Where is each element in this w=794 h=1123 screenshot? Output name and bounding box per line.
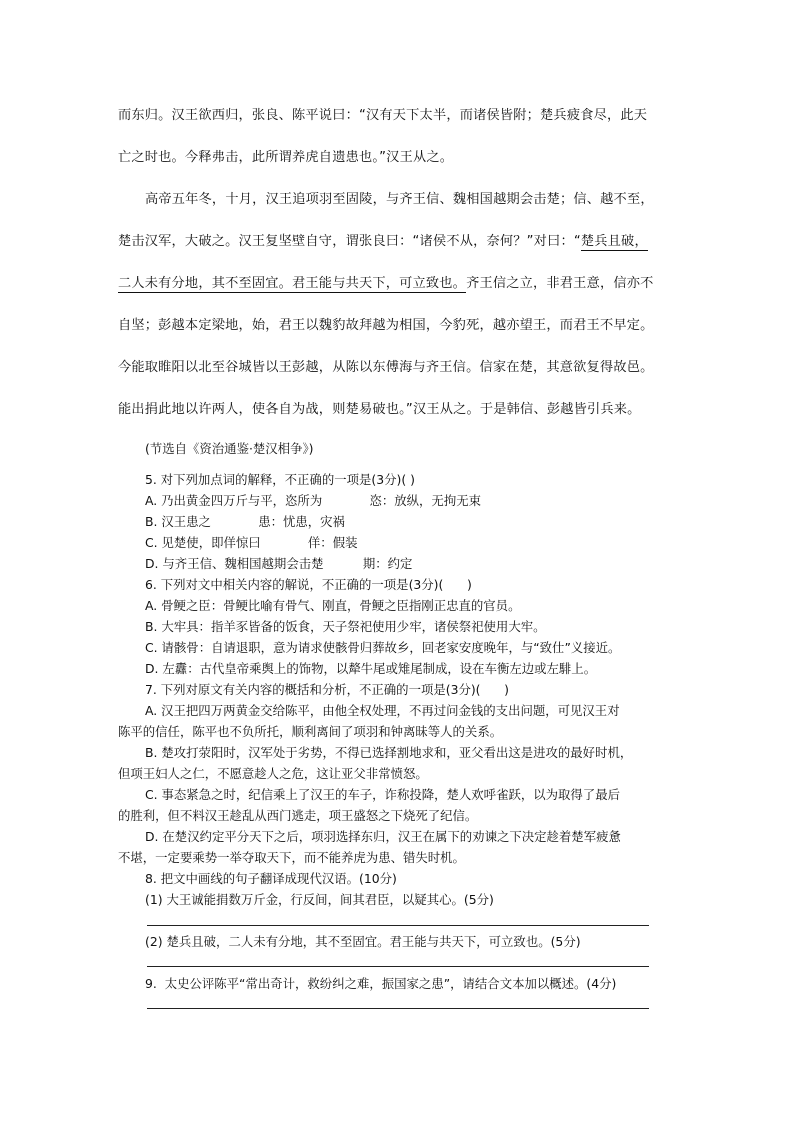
source-citation: (节选自《资治通鉴·楚汉相争》)	[145, 441, 314, 456]
question-7: 7. 下列对原文有关内容的概括和分析，不正确的一项是(3分)( )	[145, 682, 509, 697]
question-7-option-d: D. 在楚汉约定平分天下之后，项羽选择东归，汉王在属下的劝谏之下决定趁着楚军疲惫	[145, 829, 621, 844]
passage-line: 亡之时也。今释弗击，此所谓养虎自遗患也。”汉王从之。	[118, 150, 454, 165]
question-5: 5. 对下列加点词的解释，不正确的一项是(3分)( )	[145, 472, 415, 487]
question-6: 6. 下列对文中相关内容的解说，不正确的一项是(3分)( )	[145, 577, 472, 592]
passage-line	[118, 275, 680, 293]
passage-text: 楚击汉军，大破之。汉王复坚壁自守，谓张良曰：“诸侯不从，奈何？”对曰：“	[118, 234, 581, 249]
passage-line: 能出捐此地以许两人，使各自为战，则楚易破也。”汉王从之。于是韩信、彭越皆引兵来。	[118, 402, 641, 417]
question-6-option-c: C. 请骸骨：自请退职，意为请求使骸骨归葬故乡，回老家安度晚年，与“致仕”义接近。	[145, 640, 621, 655]
question-7-option-a-cont: 陈平的信任，陈平也不负所托，顺利离间了项羽和钟离昧等人的关系。	[118, 724, 503, 739]
passage-line: 今能取睢阳以北至谷城皆以王彭越，从陈以东傅海与齐王信。信家在楚，其意欲复得故邑。	[118, 360, 654, 375]
underlined-sentence: 二人未有分地，其不至固宜。君王能与共天下，可立致也。	[118, 276, 467, 291]
question-6-option-b: B. 大牢具：指羊豕皆备的饭食，天子祭祀使用少牢，诸侯祭祀使用大牢。	[145, 619, 546, 634]
passage-line	[118, 233, 680, 251]
passage-line: 自坚；彭越本定梁地，始，君王以魏豹故拜越为相国，今豹死，越亦望王，而君王不早定。	[118, 318, 654, 333]
question-7-option-a: A. 汉王把四万两黄金交给陈平，由他全权处理，不再过问金钱的支出问题，可见汉王对	[145, 703, 620, 718]
question-5-option-b: B. 汉王患之 患：忧患，灾祸	[145, 514, 345, 529]
underlined-sentence: 楚兵且破，	[580, 234, 648, 249]
question-7-option-b: B. 楚攻打荥阳时，汉军处于劣势，不得已选择割地求和，亚父看出这是进攻的最好时机，	[145, 745, 633, 760]
passage-paragraph-start: 高帝五年冬，十月，汉王追项羽至固陵，与齐王信、魏相国越期会击楚；信、越不至，	[145, 192, 654, 207]
passage-line: 而东归。汉王欲西归，张良、陈平说曰：“汉有天下太半，而诸侯皆附；楚兵疲食尽，此天	[118, 108, 648, 123]
question-6-option-d: D. 左纛：古代皇帝乘舆上的饰物，以犛牛尾或雉尾制成，设在车衡左边或左騑上。	[145, 661, 597, 676]
question-6-option-a: A. 骨鲠之臣：骨鲠比喻有骨气、刚直，骨鲠之臣指刚正忠直的官员。	[145, 598, 521, 613]
answer-line[interactable]	[147, 925, 649, 926]
question-8-part-2: (2) 楚兵且破，二人未有分地，其不至固宜。君王能与共天下，可立致也。(5分)	[145, 934, 581, 949]
question-7-option-b-cont: 但项王妇人之仁，不愿意趁人之危，这让亚父非常愤怒。	[118, 766, 428, 781]
question-5-option-c: C. 见楚使，即佯惊曰 佯：假装	[145, 535, 358, 550]
question-5-option-a: A. 乃出黄金四万斤与平，恣所为 恣：放纵，无拘无束	[145, 493, 481, 508]
passage-text: 齐王信之立，非君王意，信亦不	[466, 276, 654, 291]
question-7-option-c: C. 事态紧急之时，纪信乘上了汉王的车子，诈称投降，楚人欢呼雀跃，以为取得了最后	[145, 787, 620, 802]
answer-line[interactable]	[147, 966, 649, 967]
question-7-option-c-cont: 的胜利，但不料汉王趁乱从西门逃走，项王盛怒之下烧死了纪信。	[118, 808, 478, 823]
question-5-option-d: D. 与齐王信、魏相国越期会击楚 期：约定	[145, 556, 413, 571]
question-7-option-d-cont: 不堪，一定要乘势一举夺取天下，而不能养虎为患、错失时机。	[118, 850, 465, 865]
question-8-part-1: (1) 大王诚能捐数万斤金，行反间，间其君臣，以疑其心。(5分)	[145, 892, 494, 907]
question-9: 9. 太史公评陈平“常出奇计，救纷纠之难，振国家之患”，请结合文本加以概述。(4分)	[145, 976, 617, 991]
question-8: 8. 把文中画线的句子翻译成现代汉语。(10分)	[145, 871, 397, 886]
answer-line[interactable]	[147, 1008, 649, 1009]
